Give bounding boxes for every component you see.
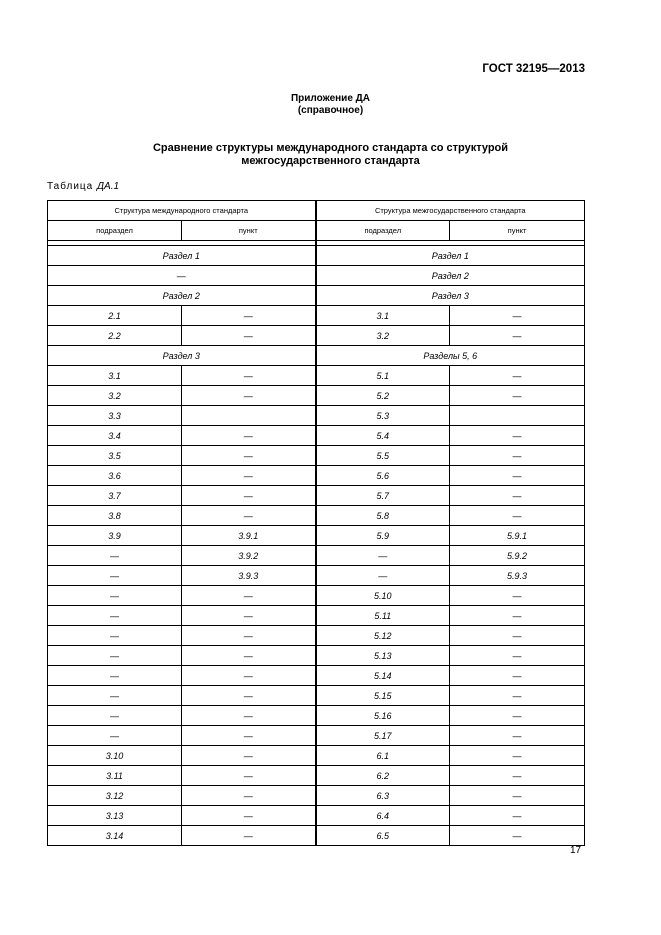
cell: — (450, 506, 585, 526)
table-row (48, 326, 585, 346)
cell: 5.10 (316, 586, 450, 606)
table-row (48, 666, 585, 686)
cell: — (450, 806, 585, 826)
table-row (48, 486, 585, 506)
cell: — (450, 306, 585, 326)
table-row (48, 586, 585, 606)
document-number: ГОСТ 32195—2013 (482, 63, 585, 75)
cell: 6.5 (316, 826, 450, 846)
table-row (48, 826, 585, 846)
cell: — (182, 366, 316, 386)
cell: 5.8 (316, 506, 450, 526)
table-subheader-row (48, 221, 585, 241)
table-row (48, 746, 585, 766)
table-row (48, 446, 585, 466)
cell: — (450, 366, 585, 386)
table-row (48, 506, 585, 526)
cell: — (450, 686, 585, 706)
cell: 5.6 (316, 466, 450, 486)
section-row (48, 266, 585, 286)
cell: 5.9 (316, 526, 450, 546)
cell: — (450, 426, 585, 446)
table-row (48, 626, 585, 646)
cell: 3.2 (316, 326, 450, 346)
appendix-heading (0, 93, 661, 117)
cell: — (48, 726, 182, 746)
cell: — (48, 586, 182, 606)
section-cell-left: — (48, 266, 316, 286)
cell: 5.9.2 (450, 546, 585, 566)
cell: — (450, 646, 585, 666)
cell: — (48, 626, 182, 646)
cell (182, 406, 316, 426)
cell: — (316, 566, 450, 586)
cell: — (450, 446, 585, 466)
cell: 3.9 (48, 526, 182, 546)
cell: — (182, 706, 316, 726)
cell: — (48, 686, 182, 706)
cell: 5.12 (316, 626, 450, 646)
cell: 3.1 (316, 306, 450, 326)
cell: 5.14 (316, 666, 450, 686)
table-caption-id: ДА.1 (97, 181, 120, 192)
cell: — (182, 746, 316, 766)
cell: — (450, 786, 585, 806)
table-header-row (48, 201, 585, 221)
cell: 5.9.3 (450, 566, 585, 586)
table-row (48, 406, 585, 426)
cell: — (182, 606, 316, 626)
cell: — (182, 826, 316, 846)
table-row (48, 786, 585, 806)
table-row (48, 466, 585, 486)
section-cell-right: Раздел 2 (316, 266, 585, 286)
cell: — (182, 486, 316, 506)
cell: — (182, 666, 316, 686)
cell: — (450, 826, 585, 846)
appendix-subtitle: (справочное) (297, 105, 364, 116)
cell: 3.4 (48, 426, 182, 446)
cell: — (450, 706, 585, 726)
cell: 5.15 (316, 686, 450, 706)
header-international-structure: Структура международного стандарта (48, 201, 316, 221)
cell: 2.1 (48, 306, 182, 326)
table-row (48, 726, 585, 746)
cell: 3.2 (48, 386, 182, 406)
cell: 3.11 (48, 766, 182, 786)
cell: 3.5 (48, 446, 182, 466)
cell: — (182, 646, 316, 666)
cell: — (48, 566, 182, 586)
cell: 3.1 (48, 366, 182, 386)
header-interstate-structure: Структура межгосударственного стандарта (316, 201, 585, 221)
section-cell-left: Раздел 2 (48, 286, 316, 306)
cell: 5.16 (316, 706, 450, 726)
cell: — (48, 666, 182, 686)
cell: — (450, 386, 585, 406)
cell: — (450, 486, 585, 506)
cell: — (316, 546, 450, 566)
section-cell-right: Раздел 1 (316, 246, 585, 266)
cell: 3.8 (48, 506, 182, 526)
cell: — (48, 646, 182, 666)
cell: — (182, 386, 316, 406)
cell: — (48, 706, 182, 726)
cell: 3.9.3 (182, 566, 316, 586)
cell: — (450, 746, 585, 766)
cell: 3.9.2 (182, 546, 316, 566)
cell: 5.4 (316, 426, 450, 446)
cell: — (48, 606, 182, 626)
cell: — (182, 326, 316, 346)
section-row (48, 346, 585, 366)
cell: 6.1 (316, 746, 450, 766)
section-cell-right: Раздел 3 (316, 286, 585, 306)
subheader-interstate-subsection: подраздел (316, 221, 450, 241)
table-row (48, 426, 585, 446)
cell: — (182, 586, 316, 606)
cell: 5.3 (316, 406, 450, 426)
table-row (48, 646, 585, 666)
cell: — (450, 626, 585, 646)
cell: 6.4 (316, 806, 450, 826)
cell: 5.13 (316, 646, 450, 666)
cell: — (182, 786, 316, 806)
cell: 5.7 (316, 486, 450, 506)
table-row (48, 806, 585, 826)
section-row (48, 246, 585, 266)
cell: 3.13 (48, 806, 182, 826)
table-row (48, 606, 585, 626)
section-row (48, 286, 585, 306)
comparison-title (0, 142, 661, 168)
cell: 3.14 (48, 826, 182, 846)
table-row (48, 766, 585, 786)
comparison-title-line-2: межгосударственного стандарта (241, 155, 420, 167)
cell: 3.3 (48, 406, 182, 426)
cell: 2.2 (48, 326, 182, 346)
table-row (48, 566, 585, 586)
subheader-interstate-clause: пункт (450, 221, 585, 241)
cell: — (182, 806, 316, 826)
structure-comparison-table (47, 200, 585, 846)
subheader-international-clause: пункт (182, 221, 316, 241)
cell: — (182, 426, 316, 446)
section-cell-left: Раздел 3 (48, 346, 316, 366)
table-caption-prefix: Таблица (47, 181, 97, 192)
section-cell-left: Раздел 1 (48, 246, 316, 266)
cell: 6.3 (316, 786, 450, 806)
cell: 5.9.1 (450, 526, 585, 546)
cell: 3.12 (48, 786, 182, 806)
cell (450, 406, 585, 426)
cell: 3.10 (48, 746, 182, 766)
cell: — (450, 766, 585, 786)
table-row (48, 546, 585, 566)
cell: 3.7 (48, 486, 182, 506)
cell: — (182, 686, 316, 706)
table-row (48, 306, 585, 326)
cell: 5.2 (316, 386, 450, 406)
comparison-title-line-1: Сравнение структуры международного стандарта со структурой (152, 142, 509, 154)
table-caption (47, 181, 119, 192)
cell: — (182, 306, 316, 326)
cell: — (450, 666, 585, 686)
cell: — (450, 326, 585, 346)
subheader-international-subsection: подраздел (48, 221, 182, 241)
table-row (48, 706, 585, 726)
cell: 3.6 (48, 466, 182, 486)
cell: 5.5 (316, 446, 450, 466)
cell: — (182, 626, 316, 646)
table-row (48, 366, 585, 386)
cell: — (48, 546, 182, 566)
cell: — (450, 466, 585, 486)
cell: — (450, 586, 585, 606)
cell: — (450, 606, 585, 626)
cell: — (182, 726, 316, 746)
cell: — (182, 506, 316, 526)
cell: 5.11 (316, 606, 450, 626)
cell: — (182, 766, 316, 786)
page-number: 17 (570, 845, 582, 856)
table-row (48, 526, 585, 546)
table-row (48, 686, 585, 706)
section-cell-right: Разделы 5, 6 (316, 346, 585, 366)
table-row (48, 386, 585, 406)
cell: — (450, 726, 585, 746)
cell: — (182, 446, 316, 466)
cell: 5.1 (316, 366, 450, 386)
cell: 5.17 (316, 726, 450, 746)
appendix-title: Приложение ДА (290, 93, 371, 104)
cell: — (182, 466, 316, 486)
cell: 3.9.1 (182, 526, 316, 546)
cell: 6.2 (316, 766, 450, 786)
